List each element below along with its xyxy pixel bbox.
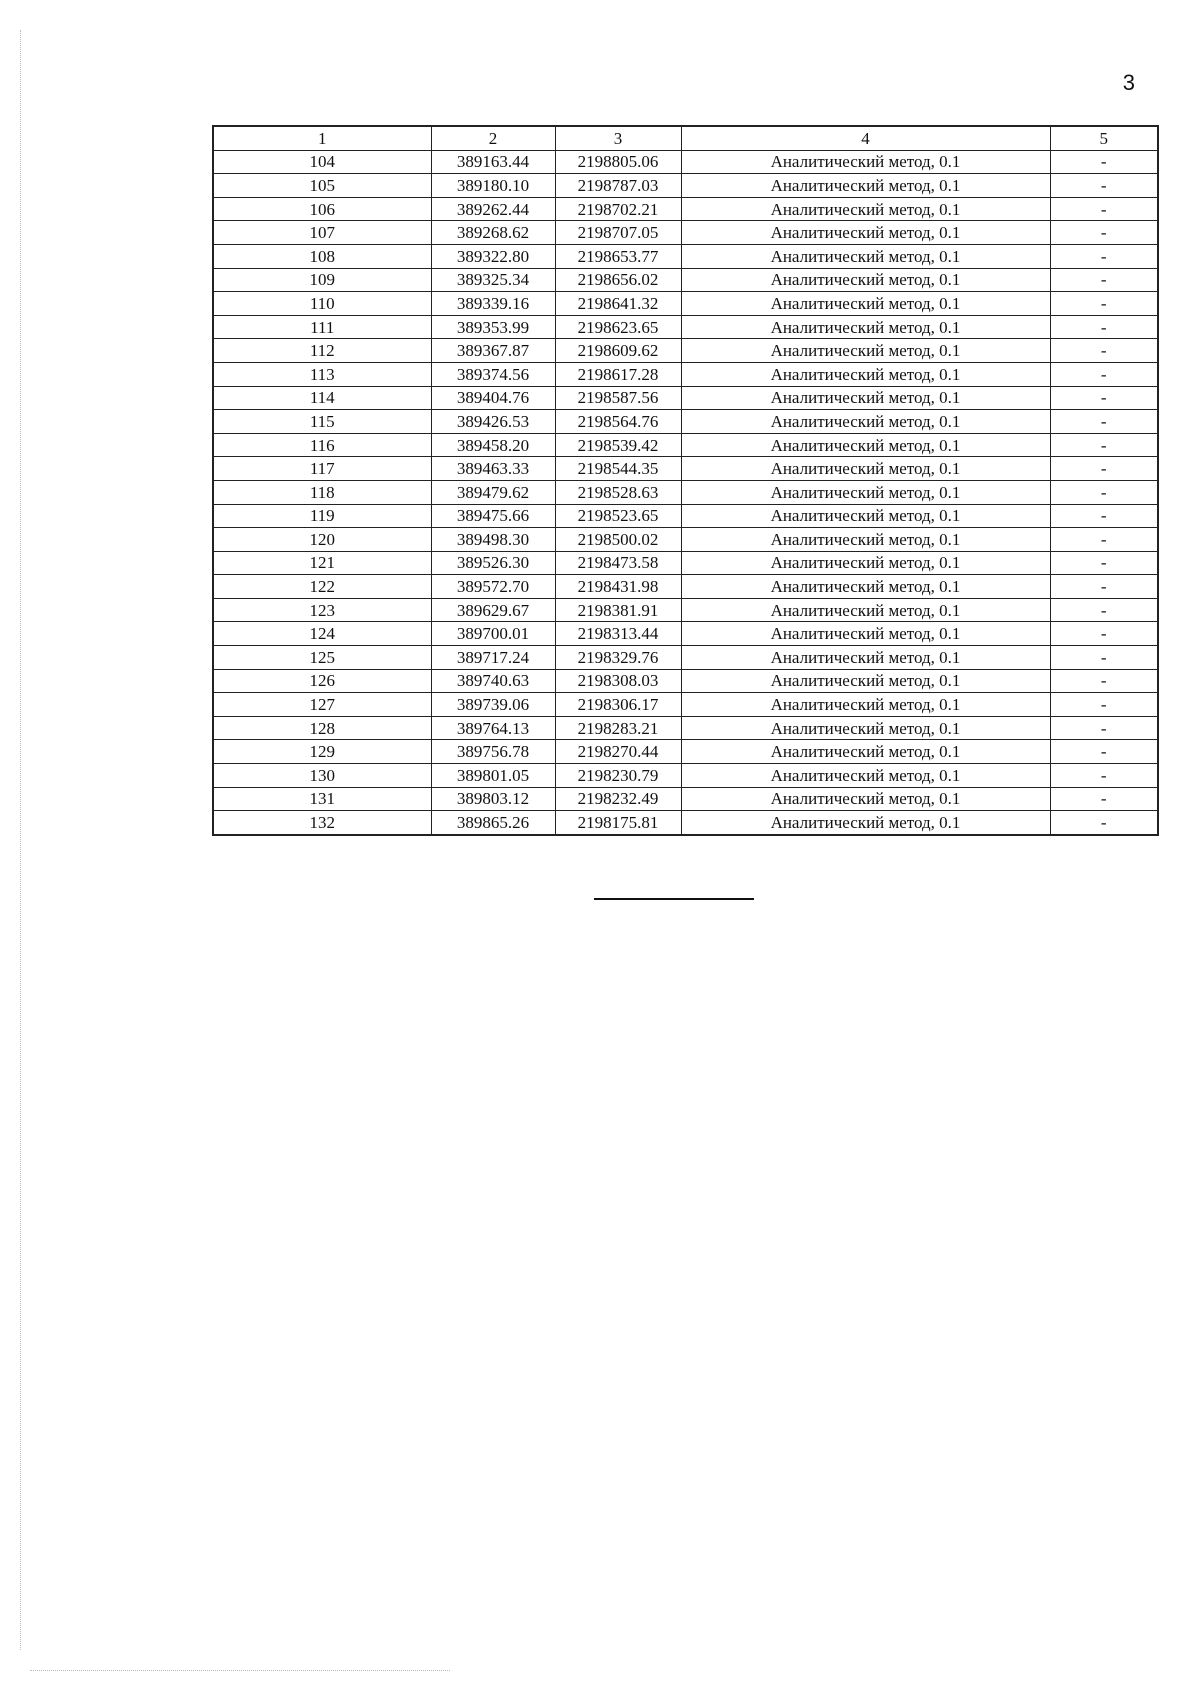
note-cell: - — [1050, 551, 1158, 575]
method-accuracy-cell: Аналитический метод, 0.1 — [681, 339, 1050, 363]
point-number-cell: 109 — [213, 268, 431, 292]
method-accuracy-cell: Аналитический метод, 0.1 — [681, 787, 1050, 811]
x-coordinate-cell: 389865.26 — [431, 811, 555, 835]
method-accuracy-cell: Аналитический метод, 0.1 — [681, 386, 1050, 410]
method-accuracy-cell: Аналитический метод, 0.1 — [681, 693, 1050, 717]
point-number-cell: 120 — [213, 528, 431, 552]
x-coordinate-cell: 389374.56 — [431, 362, 555, 386]
y-coordinate-cell: 2198787.03 — [555, 174, 681, 198]
method-accuracy-cell: Аналитический метод, 0.1 — [681, 433, 1050, 457]
point-number-cell: 110 — [213, 292, 431, 316]
coordinates-table-body — [213, 126, 1158, 835]
y-coordinate-cell: 2198623.65 — [555, 315, 681, 339]
table-row — [213, 740, 1158, 764]
table-row — [213, 292, 1158, 316]
y-coordinate-cell: 2198232.49 — [555, 787, 681, 811]
note-cell: - — [1050, 457, 1158, 481]
y-coordinate-cell: 2198702.21 — [555, 197, 681, 221]
point-number-cell: 113 — [213, 362, 431, 386]
y-coordinate-cell: 2198707.05 — [555, 221, 681, 245]
method-accuracy-cell: Аналитический метод, 0.1 — [681, 292, 1050, 316]
table-row — [213, 244, 1158, 268]
method-accuracy-cell: Аналитический метод, 0.1 — [681, 622, 1050, 646]
y-coordinate-cell: 2198641.32 — [555, 292, 681, 316]
scan-edge-line — [20, 30, 21, 1650]
note-cell: - — [1050, 410, 1158, 434]
note-cell: - — [1050, 504, 1158, 528]
method-accuracy-cell: Аналитический метод, 0.1 — [681, 740, 1050, 764]
point-number-cell: 106 — [213, 197, 431, 221]
method-accuracy-cell: Аналитический метод, 0.1 — [681, 480, 1050, 504]
point-number-cell: 104 — [213, 150, 431, 174]
method-accuracy-cell: Аналитический метод, 0.1 — [681, 504, 1050, 528]
y-coordinate-cell: 2198609.62 — [555, 339, 681, 363]
x-coordinate-cell: 389268.62 — [431, 221, 555, 245]
table-row — [213, 410, 1158, 434]
y-coordinate-cell: 2198500.02 — [555, 528, 681, 552]
scan-bottom-line — [30, 1670, 450, 1671]
point-number-cell: 116 — [213, 433, 431, 457]
method-accuracy-cell: Аналитический метод, 0.1 — [681, 646, 1050, 670]
header-cell-1: 1 — [213, 126, 431, 150]
method-accuracy-cell: Аналитический метод, 0.1 — [681, 764, 1050, 788]
table-row — [213, 150, 1158, 174]
x-coordinate-cell: 389740.63 — [431, 669, 555, 693]
y-coordinate-cell: 2198587.56 — [555, 386, 681, 410]
y-coordinate-cell: 2198308.03 — [555, 669, 681, 693]
table-row — [213, 174, 1158, 198]
note-cell: - — [1050, 433, 1158, 457]
point-number-cell: 129 — [213, 740, 431, 764]
table-row — [213, 480, 1158, 504]
note-cell: - — [1050, 221, 1158, 245]
method-accuracy-cell: Аналитический метод, 0.1 — [681, 457, 1050, 481]
note-cell: - — [1050, 646, 1158, 670]
method-accuracy-cell: Аналитический метод, 0.1 — [681, 669, 1050, 693]
y-coordinate-cell: 2198329.76 — [555, 646, 681, 670]
note-cell: - — [1050, 693, 1158, 717]
note-cell: - — [1050, 268, 1158, 292]
x-coordinate-cell: 389475.66 — [431, 504, 555, 528]
point-number-cell: 123 — [213, 598, 431, 622]
x-coordinate-cell: 389353.99 — [431, 315, 555, 339]
table-row — [213, 197, 1158, 221]
note-cell: - — [1050, 575, 1158, 599]
table-row — [213, 811, 1158, 835]
note-cell: - — [1050, 362, 1158, 386]
note-cell: - — [1050, 244, 1158, 268]
note-cell: - — [1050, 787, 1158, 811]
point-number-cell: 119 — [213, 504, 431, 528]
header-cell-4: 4 — [681, 126, 1050, 150]
header-cell-5: 5 — [1050, 126, 1158, 150]
method-accuracy-cell: Аналитический метод, 0.1 — [681, 315, 1050, 339]
note-cell: - — [1050, 598, 1158, 622]
y-coordinate-cell: 2198544.35 — [555, 457, 681, 481]
y-coordinate-cell: 2198656.02 — [555, 268, 681, 292]
point-number-cell: 118 — [213, 480, 431, 504]
point-number-cell: 107 — [213, 221, 431, 245]
y-coordinate-cell: 2198523.65 — [555, 504, 681, 528]
y-coordinate-cell: 2198653.77 — [555, 244, 681, 268]
table-row — [213, 315, 1158, 339]
point-number-cell: 125 — [213, 646, 431, 670]
table-row — [213, 221, 1158, 245]
x-coordinate-cell: 389262.44 — [431, 197, 555, 221]
point-number-cell: 128 — [213, 716, 431, 740]
y-coordinate-cell: 2198270.44 — [555, 740, 681, 764]
point-number-cell: 108 — [213, 244, 431, 268]
table-row — [213, 669, 1158, 693]
x-coordinate-cell: 389325.34 — [431, 268, 555, 292]
method-accuracy-cell: Аналитический метод, 0.1 — [681, 528, 1050, 552]
note-cell: - — [1050, 150, 1158, 174]
y-coordinate-cell: 2198805.06 — [555, 150, 681, 174]
point-number-cell: 105 — [213, 174, 431, 198]
table-row — [213, 457, 1158, 481]
point-number-cell: 127 — [213, 693, 431, 717]
x-coordinate-cell: 389339.16 — [431, 292, 555, 316]
table-row — [213, 386, 1158, 410]
table-row — [213, 646, 1158, 670]
table-row — [213, 551, 1158, 575]
method-accuracy-cell: Аналитический метод, 0.1 — [681, 575, 1050, 599]
y-coordinate-cell: 2198528.63 — [555, 480, 681, 504]
note-cell: - — [1050, 528, 1158, 552]
method-accuracy-cell: Аналитический метод, 0.1 — [681, 598, 1050, 622]
point-number-cell: 130 — [213, 764, 431, 788]
method-accuracy-cell: Аналитический метод, 0.1 — [681, 268, 1050, 292]
note-cell: - — [1050, 669, 1158, 693]
y-coordinate-cell: 2198283.21 — [555, 716, 681, 740]
table-header-row — [213, 126, 1158, 150]
note-cell: - — [1050, 174, 1158, 198]
table-row — [213, 598, 1158, 622]
point-number-cell: 126 — [213, 669, 431, 693]
x-coordinate-cell: 389717.24 — [431, 646, 555, 670]
table-row — [213, 575, 1158, 599]
table-row — [213, 268, 1158, 292]
table-row — [213, 693, 1158, 717]
y-coordinate-cell: 2198313.44 — [555, 622, 681, 646]
y-coordinate-cell: 2198539.42 — [555, 433, 681, 457]
point-number-cell: 117 — [213, 457, 431, 481]
method-accuracy-cell: Аналитический метод, 0.1 — [681, 150, 1050, 174]
x-coordinate-cell: 389700.01 — [431, 622, 555, 646]
table-row — [213, 716, 1158, 740]
point-number-cell: 121 — [213, 551, 431, 575]
x-coordinate-cell: 389756.78 — [431, 740, 555, 764]
point-number-cell: 122 — [213, 575, 431, 599]
method-accuracy-cell: Аналитический метод, 0.1 — [681, 716, 1050, 740]
table-row — [213, 787, 1158, 811]
point-number-cell: 112 — [213, 339, 431, 363]
point-number-cell: 111 — [213, 315, 431, 339]
y-coordinate-cell: 2198230.79 — [555, 764, 681, 788]
x-coordinate-cell: 389458.20 — [431, 433, 555, 457]
note-cell: - — [1050, 811, 1158, 835]
x-coordinate-cell: 389180.10 — [431, 174, 555, 198]
x-coordinate-cell: 389426.53 — [431, 410, 555, 434]
note-cell: - — [1050, 315, 1158, 339]
y-coordinate-cell: 2198175.81 — [555, 811, 681, 835]
note-cell: - — [1050, 716, 1158, 740]
method-accuracy-cell: Аналитический метод, 0.1 — [681, 811, 1050, 835]
table-row — [213, 504, 1158, 528]
point-number-cell: 124 — [213, 622, 431, 646]
method-accuracy-cell: Аналитический метод, 0.1 — [681, 174, 1050, 198]
page-number: 3 — [1122, 70, 1135, 95]
x-coordinate-cell: 389498.30 — [431, 528, 555, 552]
y-coordinate-cell: 2198431.98 — [555, 575, 681, 599]
note-cell: - — [1050, 480, 1158, 504]
point-number-cell: 115 — [213, 410, 431, 434]
method-accuracy-cell: Аналитический метод, 0.1 — [681, 221, 1050, 245]
y-coordinate-cell: 2198306.17 — [555, 693, 681, 717]
table-row — [213, 622, 1158, 646]
note-cell: - — [1050, 764, 1158, 788]
method-accuracy-cell: Аналитический метод, 0.1 — [681, 551, 1050, 575]
y-coordinate-cell: 2198564.76 — [555, 410, 681, 434]
method-accuracy-cell: Аналитический метод, 0.1 — [681, 197, 1050, 221]
x-coordinate-cell: 389479.62 — [431, 480, 555, 504]
header-cell-2: 2 — [431, 126, 555, 150]
note-cell: - — [1050, 339, 1158, 363]
note-cell: - — [1050, 292, 1158, 316]
x-coordinate-cell: 389629.67 — [431, 598, 555, 622]
y-coordinate-cell: 2198473.58 — [555, 551, 681, 575]
method-accuracy-cell: Аналитический метод, 0.1 — [681, 244, 1050, 268]
x-coordinate-cell: 389803.12 — [431, 787, 555, 811]
coordinates-table — [212, 125, 1159, 836]
x-coordinate-cell: 389526.30 — [431, 551, 555, 575]
note-cell: - — [1050, 197, 1158, 221]
method-accuracy-cell: Аналитический метод, 0.1 — [681, 410, 1050, 434]
table-row — [213, 433, 1158, 457]
note-cell: - — [1050, 622, 1158, 646]
point-number-cell: 131 — [213, 787, 431, 811]
x-coordinate-cell: 389801.05 — [431, 764, 555, 788]
point-number-cell: 132 — [213, 811, 431, 835]
x-coordinate-cell: 389322.80 — [431, 244, 555, 268]
note-cell: - — [1050, 386, 1158, 410]
y-coordinate-cell: 2198381.91 — [555, 598, 681, 622]
table-row — [213, 528, 1158, 552]
end-of-table-rule — [594, 898, 754, 900]
method-accuracy-cell: Аналитический метод, 0.1 — [681, 362, 1050, 386]
x-coordinate-cell: 389764.13 — [431, 716, 555, 740]
x-coordinate-cell: 389572.70 — [431, 575, 555, 599]
table-row — [213, 339, 1158, 363]
y-coordinate-cell: 2198617.28 — [555, 362, 681, 386]
x-coordinate-cell: 389404.76 — [431, 386, 555, 410]
header-cell-3: 3 — [555, 126, 681, 150]
note-cell: - — [1050, 740, 1158, 764]
x-coordinate-cell: 389367.87 — [431, 339, 555, 363]
x-coordinate-cell: 389463.33 — [431, 457, 555, 481]
x-coordinate-cell: 389163.44 — [431, 150, 555, 174]
point-number-cell: 114 — [213, 386, 431, 410]
table-row — [213, 362, 1158, 386]
table-row — [213, 764, 1158, 788]
x-coordinate-cell: 389739.06 — [431, 693, 555, 717]
